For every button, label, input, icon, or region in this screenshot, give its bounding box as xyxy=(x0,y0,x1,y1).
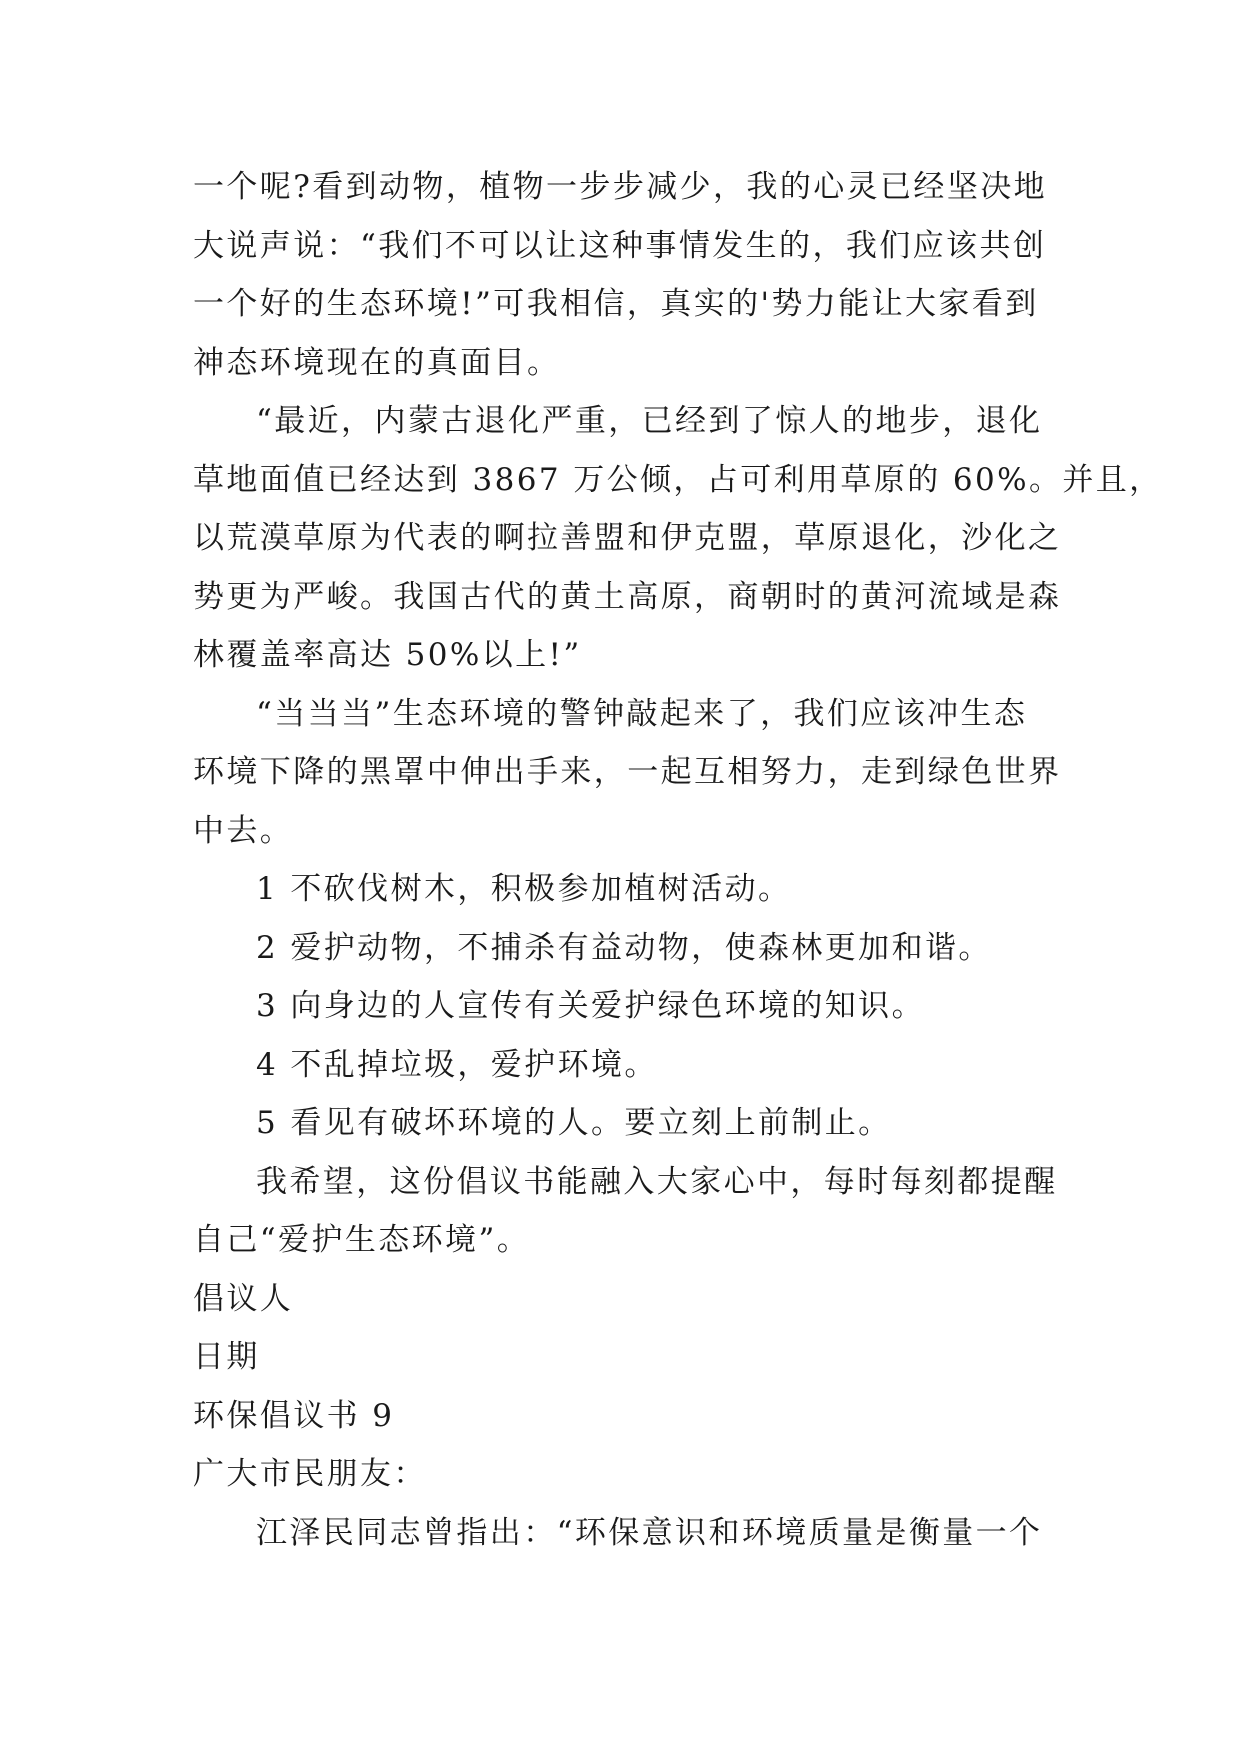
text-line: 以荒漠草原为代表的啊拉善盟和伊克盟，草原退化，沙化之 xyxy=(193,520,1062,556)
text-line: 4 不乱掉垃圾，爱护环境。 xyxy=(256,1046,658,1083)
text-line: 林覆盖率高达 50%以上!” xyxy=(193,637,582,673)
text-line: “当当当”生态环境的警钟敲起来了，我们应该冲生态 xyxy=(256,695,1028,732)
text-line: 我希望，这份倡议书能融入大家心中，每时每刻都提醒 xyxy=(256,1163,1058,1200)
text-line: 2 爱护动物，不捕杀有益动物，使森林更加和谐。 xyxy=(256,929,992,966)
text-line: 一个好的生态环境!”可我相信，真实的'势力能让大家看到 xyxy=(193,286,1039,322)
text-line: 环境下降的黑罩中伸出手来，一起互相努力，走到绿色世界 xyxy=(193,754,1062,790)
text-line: 江泽民同志曾指出：“环保意识和环境质量是衡量一个 xyxy=(256,1514,1043,1551)
text-line: 势更为严峻。我国古代的黄土高原，商朝时的黄河流域是森 xyxy=(193,578,1062,615)
text-line: 1 不砍伐树木，积极参加植树活动。 xyxy=(256,871,792,907)
text-line: 中去。 xyxy=(193,812,294,849)
text-line: 倡议人 xyxy=(193,1280,294,1317)
text-line: 3 向身边的人宣传有关爱护绿色环境的知识。 xyxy=(256,988,925,1024)
text-line: 一个呢?看到动物，植物一步步减少，我的心灵已经坚决地 xyxy=(193,169,1048,205)
text-line: 日期 xyxy=(193,1339,260,1375)
text-line: 神态环境现在的真面目。 xyxy=(193,344,561,381)
document-body xyxy=(193,158,1163,1562)
text-line: 广大市民朋友： xyxy=(193,1456,427,1492)
text-line: 自己“爱护生态环境”。 xyxy=(193,1222,531,1258)
text-line: 大说声说：“我们不可以让这种事情发生的，我们应该共创 xyxy=(193,227,1047,264)
text-line: 5 看见有破坏环境的人。要立刻上前制止。 xyxy=(256,1105,892,1141)
text-line: 草地面值已经达到 3867 万公倾，占可利用草原的 60%。并且， xyxy=(193,461,1163,498)
text-line: 环保倡议书 9 xyxy=(193,1397,395,1434)
text-line: “最近，内蒙古退化严重，已经到了惊人的地步，退化 xyxy=(256,403,1043,439)
